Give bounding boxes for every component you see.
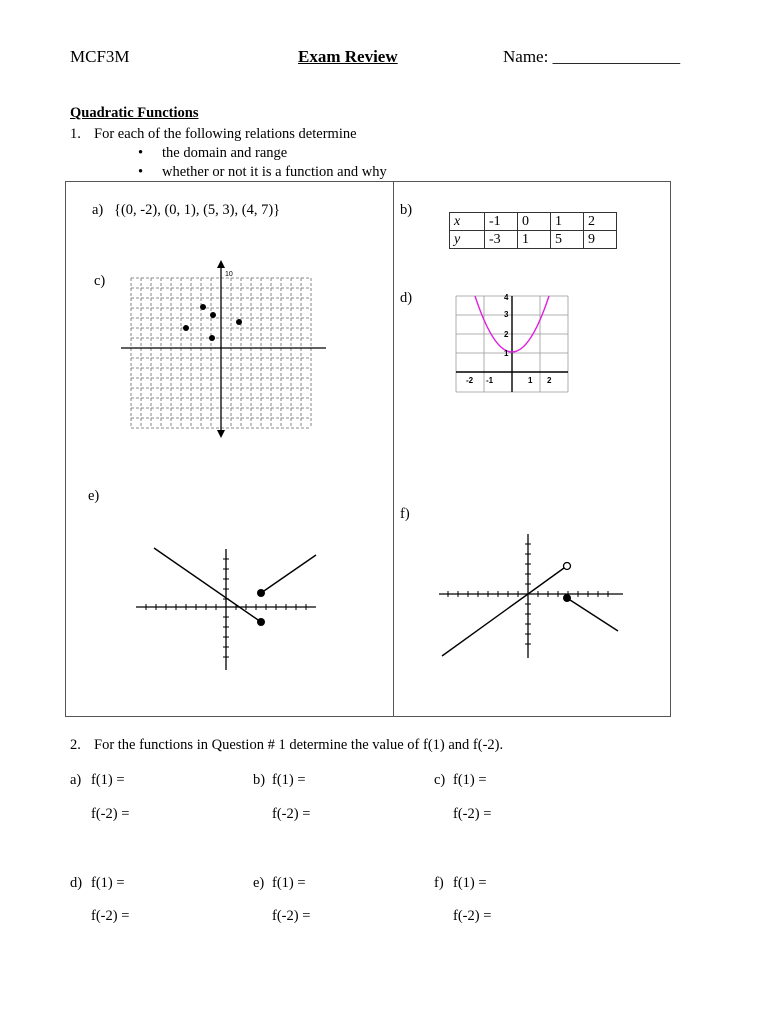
q1d-x-tick: 2: [547, 376, 552, 385]
q2c-fm2: f(-2) =: [453, 806, 492, 822]
q1c-point: [200, 304, 206, 310]
q2d-f1: f(1) =: [91, 875, 125, 891]
q2d-fm2: f(-2) =: [91, 908, 130, 924]
q1f-open-point: [564, 563, 571, 570]
q1e-right-ray: [261, 555, 316, 593]
table-row: [450, 213, 617, 231]
q1c-graph: [121, 258, 341, 438]
q1c-arrow-down-icon: [217, 430, 225, 438]
q2c-label: c): [434, 772, 446, 788]
q1d-y-tick: 1: [504, 349, 509, 358]
q2d-label: d): [70, 875, 83, 891]
q1c-axis-tick: 10: [225, 271, 233, 278]
q2a-f1: f(1) =: [91, 772, 125, 788]
q2b-fm2: f(-2) =: [272, 806, 311, 822]
table-cell: -1: [485, 213, 518, 231]
q1f-right-ray: [567, 598, 618, 631]
table-cell: 1: [551, 213, 584, 231]
q1d-y-tick: 3: [504, 310, 509, 319]
q1d-x-tick: 1: [528, 376, 533, 385]
q1-prompt: For each of the following relations determine: [94, 126, 357, 142]
q1c-point: [209, 335, 215, 341]
course-code: MCF3M: [70, 47, 130, 66]
q1f-left-ray: [442, 594, 528, 656]
q1d-label: d): [400, 290, 413, 306]
q2e-f1: f(1) =: [272, 875, 306, 891]
q1b-label: b): [400, 202, 413, 218]
q1e-closed-point: [257, 618, 265, 626]
q1d-y-tick: 2: [504, 330, 509, 339]
q1-bullet-1: • the domain and range: [162, 145, 287, 162]
q1e-closed-point: [257, 589, 265, 597]
q1d-y-tick: 4: [504, 294, 509, 302]
table-cell: 2: [584, 213, 617, 231]
q1a-label: a): [92, 202, 104, 218]
q1c-point: [210, 312, 216, 318]
q1f-graph: [438, 532, 624, 662]
table-cell: 0: [518, 213, 551, 231]
q1d-x-tick: -1: [486, 376, 494, 385]
q1-bullet-2: • whether or not it is a function and why: [162, 164, 387, 181]
q1f-closed-point: [563, 594, 571, 602]
q2f-label: f): [434, 875, 444, 891]
q1e-label: e): [88, 488, 100, 504]
table-cell: y: [450, 231, 485, 249]
q2-number: 2.: [70, 737, 81, 753]
q1d-graph: [454, 294, 572, 394]
q2b-f1: f(1) =: [272, 772, 306, 788]
q1f-middle-segment: [528, 568, 564, 594]
q1-relations-box: [65, 181, 671, 717]
table-cell: -3: [485, 231, 518, 249]
q1a-relation-set: {(0, -2), (0, 1), (5, 3), (4, 7)}: [114, 202, 281, 218]
q1c-label: c): [94, 273, 106, 289]
box-divider: [393, 182, 394, 716]
q2b-label: b): [253, 772, 266, 788]
q1c-arrow-up-icon: [217, 260, 225, 268]
q1e-graph: [134, 544, 320, 674]
section-heading: Quadratic Functions: [70, 105, 199, 121]
name-field-label: Name: _______________: [503, 47, 681, 66]
q2a-fm2: f(-2) =: [91, 806, 130, 822]
q1c-point: [183, 325, 189, 331]
table-cell: 9: [584, 231, 617, 249]
table-cell: x: [450, 213, 485, 231]
q1b-table: [449, 212, 617, 249]
q1f-label: f): [400, 506, 410, 522]
table-cell: 1: [518, 231, 551, 249]
q1e-left-ray: [154, 548, 261, 622]
q2c-f1: f(1) =: [453, 772, 487, 788]
q1c-point: [236, 319, 242, 325]
q2f-fm2: f(-2) =: [453, 908, 492, 924]
q2e-label: e): [253, 875, 265, 891]
table-row: [450, 231, 617, 249]
table-cell: 5: [551, 231, 584, 249]
q2-prompt: For the functions in Question # 1 determine the value of f(1) and f(-2).: [94, 737, 504, 753]
page-title: Exam Review: [298, 47, 398, 66]
q2f-f1: f(1) =: [453, 875, 487, 891]
q2e-fm2: f(-2) =: [272, 908, 311, 924]
q1-number: 1.: [70, 126, 81, 142]
q2a-label: a): [70, 772, 82, 788]
q1d-x-tick: -2: [466, 376, 474, 385]
